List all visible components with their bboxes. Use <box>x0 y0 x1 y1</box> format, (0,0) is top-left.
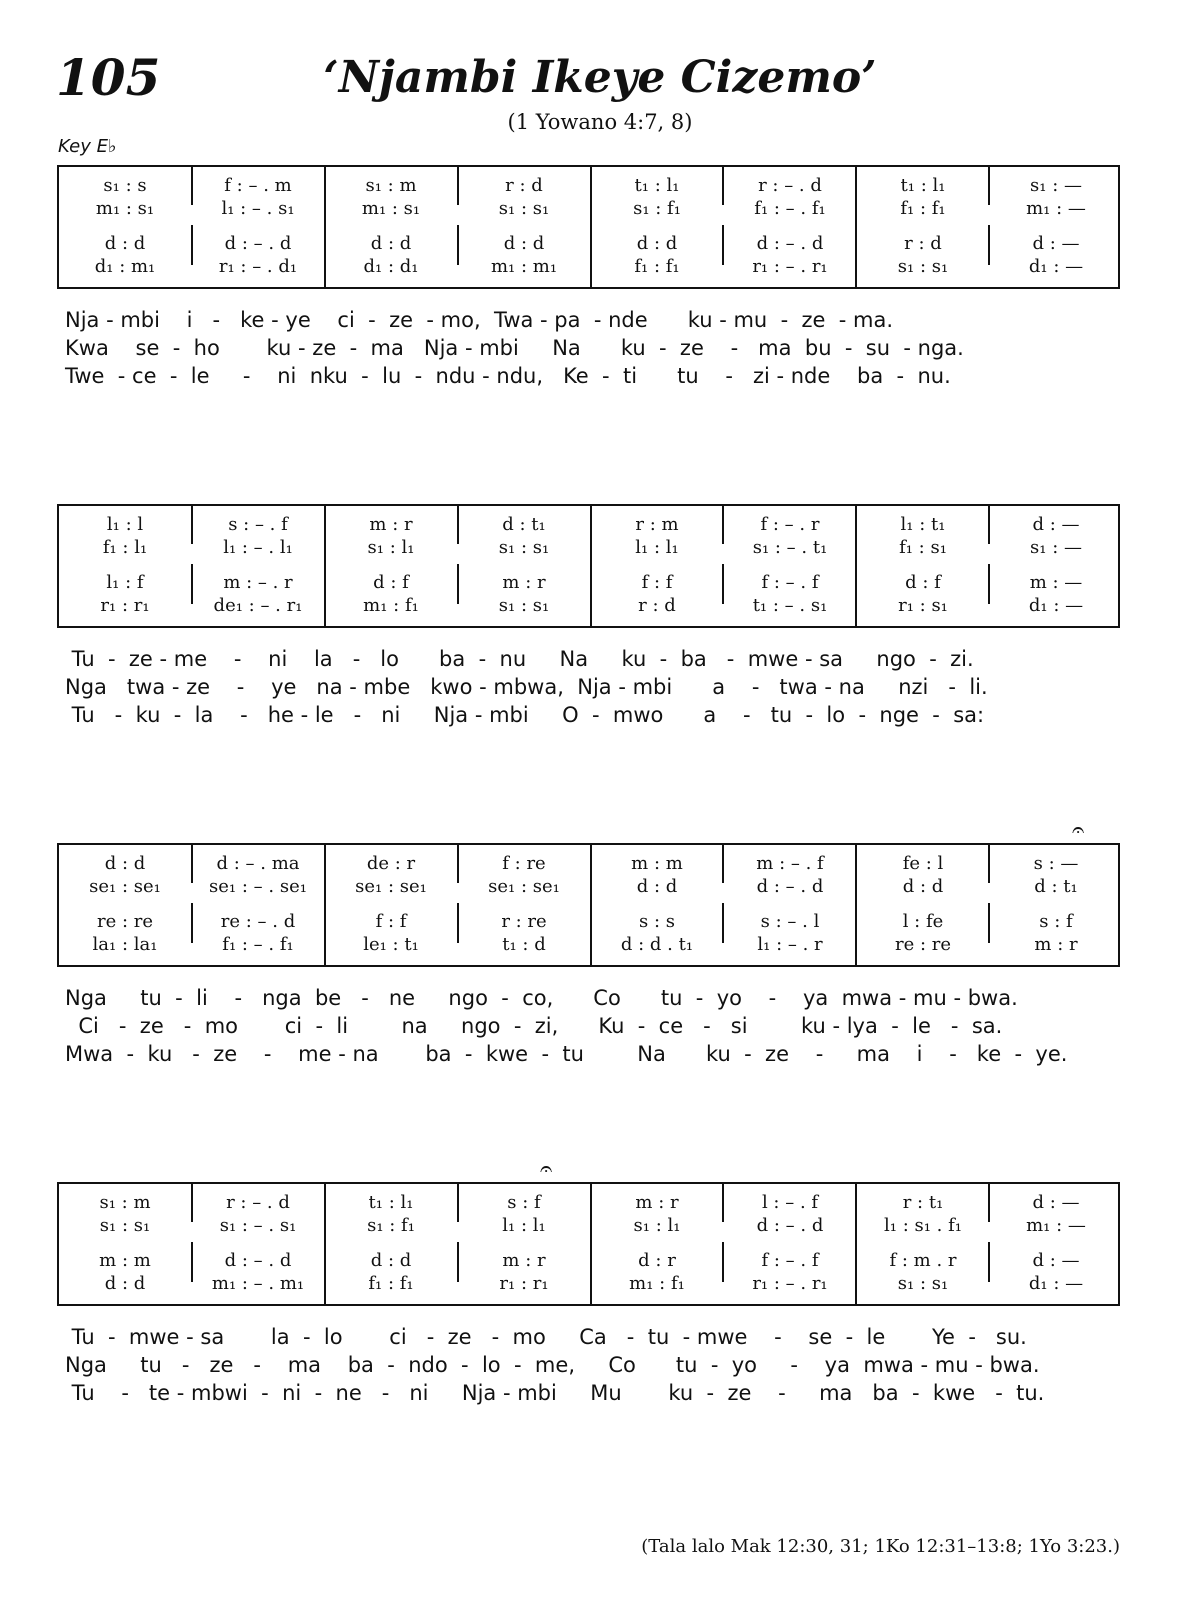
barline <box>722 1184 724 1222</box>
barline <box>722 167 724 205</box>
barline <box>988 225 990 265</box>
lyric-line: Tu - te - mbwi - ni - ne - ni Nja - mbi Mu ku - ze - ma ba - kwe - tu. <box>65 1381 1045 1405</box>
note-group: t₁ : – . s₁ <box>752 595 828 616</box>
note-group: s₁ : s₁ <box>99 1215 151 1236</box>
note-group: s : – . f <box>228 514 288 535</box>
note-group: m : r <box>369 514 413 535</box>
note-group: l₁ : f <box>106 572 144 593</box>
note-group: l₁ : – . l₁ <box>223 537 293 558</box>
lyric-line: Tu - ze - me - ni la - lo ba - nu Na ku - ba - mwe - sa ngo - zi. <box>65 647 974 671</box>
note-group: re : – . d <box>220 911 296 932</box>
note-group: d : – . d <box>756 233 824 254</box>
barline <box>191 845 193 883</box>
note-group: m : r <box>502 572 546 593</box>
note-group: r₁ : – . r₁ <box>752 256 828 277</box>
note-group: d : d <box>902 876 944 897</box>
lyric-line: Nga tu - ze - ma ba - ndo - lo - me, Co tu - yo - ya mwa - mu - bwa. <box>65 1353 1040 1377</box>
note-group: t₁ : l₁ <box>634 175 680 196</box>
note-group: re : re <box>96 911 154 932</box>
fermata-icon: 𝄐 <box>1072 818 1085 843</box>
note-group: f₁ : – . f₁ <box>222 934 294 955</box>
note-group: m₁ : s₁ <box>361 198 421 219</box>
barline <box>457 903 459 943</box>
barline <box>191 903 193 943</box>
barline <box>988 1184 990 1222</box>
note-group: de₁ : – . r₁ <box>213 595 303 616</box>
note-group: d : f <box>905 572 941 593</box>
note-group: l₁ : s₁ . f₁ <box>884 1215 962 1236</box>
note-group: f₁ : l₁ <box>102 537 148 558</box>
note-group: m : r <box>635 1192 679 1213</box>
barline <box>324 167 326 287</box>
note-group: s₁ : — <box>1030 175 1082 196</box>
note-group: f : – . f <box>761 572 819 593</box>
note-group: se₁ : se₁ <box>89 876 161 897</box>
note-group: d : – . d <box>224 1250 292 1271</box>
lyric-line: Ci - ze - mo ci - li na ngo - zi, Ku - ce - si ku - lya - le - sa. <box>65 1014 1003 1038</box>
barline <box>722 225 724 265</box>
note-group: d : — <box>1032 514 1080 535</box>
barline <box>324 506 326 626</box>
note-group: s₁ : m <box>365 175 417 196</box>
note-group: l₁ : – . r <box>757 934 823 955</box>
barline <box>191 564 193 604</box>
barline <box>722 1242 724 1282</box>
note-group: de : r <box>366 853 416 874</box>
barline <box>722 845 724 883</box>
barline <box>988 506 990 544</box>
note-group: f : m . r <box>889 1250 957 1271</box>
barline <box>457 506 459 544</box>
note-group: f : – . r <box>760 514 820 535</box>
note-group: d : d <box>636 876 678 897</box>
note-group: d : d <box>104 1273 146 1294</box>
note-group: re : re <box>894 934 952 955</box>
note-group: d₁ : — <box>1028 1273 1084 1294</box>
note-group: r : d <box>505 175 543 196</box>
note-group: r : – . d <box>758 175 822 196</box>
note-group: l₁ : l₁ <box>635 537 679 558</box>
note-group: m : m <box>99 1250 151 1271</box>
note-group: s₁ : – . t₁ <box>752 537 828 558</box>
note-group: s₁ : s₁ <box>897 1273 949 1294</box>
note-group: r₁ : – . d₁ <box>218 256 298 277</box>
note-group: d : — <box>1032 233 1080 254</box>
note-group: m : m <box>631 853 683 874</box>
barline <box>457 1184 459 1222</box>
barline <box>988 903 990 943</box>
lyric-line: Tu - ku - la - he - le - ni Nja - mbi O - mwo a - tu - lo - nge - sa: <box>65 703 985 727</box>
note-group: d : — <box>1032 1192 1080 1213</box>
note-group: m : r <box>502 1250 546 1271</box>
note-group: r : m <box>635 514 679 535</box>
note-group: s : — <box>1033 853 1079 874</box>
note-group: f : re <box>502 853 546 874</box>
note-group: f₁ : f₁ <box>900 198 946 219</box>
music-system <box>57 843 1120 967</box>
barline <box>191 167 193 205</box>
note-group: fe : l <box>902 853 944 874</box>
note-group: d₁ : — <box>1028 256 1084 277</box>
note-group: d : d <box>370 233 412 254</box>
note-group: f₁ : f₁ <box>634 256 680 277</box>
hymn-number: 105 <box>56 48 161 107</box>
note-group: s₁ : l₁ <box>367 537 415 558</box>
note-group: r₁ : s₁ <box>898 595 948 616</box>
note-group: f₁ : – . f₁ <box>754 198 826 219</box>
note-group: s : f <box>1039 911 1073 932</box>
barline <box>988 564 990 604</box>
key-signature: Key E♭ <box>58 136 117 157</box>
note-group: l₁ : l <box>106 514 144 535</box>
note-group: s₁ : s₁ <box>498 198 550 219</box>
note-group: f : – . m <box>224 175 292 196</box>
barline <box>590 167 592 287</box>
music-system <box>57 1182 1120 1306</box>
barline <box>191 225 193 265</box>
note-group: r : d <box>904 233 942 254</box>
note-group: m₁ : s₁ <box>95 198 155 219</box>
note-group: se₁ : – . se₁ <box>209 876 307 897</box>
note-group: l₁ : l₁ <box>502 1215 546 1236</box>
note-group: m₁ : — <box>1026 198 1086 219</box>
note-group: s : f <box>507 1192 541 1213</box>
lyric-line: Nga twa - ze - ye na - mbe kwo - mbwa, Nja - mbi a - twa - na nzi - li. <box>65 675 988 699</box>
note-group: s₁ : s₁ <box>498 537 550 558</box>
barline <box>191 506 193 544</box>
fermata-icon: 𝄐 <box>540 1157 553 1182</box>
note-group: d : t₁ <box>1034 876 1078 897</box>
barline <box>324 1184 326 1304</box>
note-group: se₁ : se₁ <box>488 876 560 897</box>
barline <box>722 903 724 943</box>
note-group: r : t₁ <box>902 1192 944 1213</box>
music-system <box>57 504 1120 628</box>
note-group: d : – . d <box>224 233 292 254</box>
note-group: d : r <box>638 1250 676 1271</box>
scripture-reference: (1 Yowano 4:7, 8) <box>507 110 693 134</box>
note-group: f₁ : s₁ <box>899 537 947 558</box>
note-group: l : fe <box>902 911 944 932</box>
note-group: d : – . d <box>756 1215 824 1236</box>
note-group: r : re <box>501 911 547 932</box>
note-group: r₁ : r₁ <box>499 1273 549 1294</box>
barline <box>590 845 592 965</box>
barline <box>457 845 459 883</box>
lyric-line: Nga tu - li - nga be - ne ngo - co, Co tu - yo - ya mwa - mu - bwa. <box>65 986 1018 1010</box>
note-group: d : – . d <box>756 876 824 897</box>
note-group: d : — <box>1032 1250 1080 1271</box>
note-group: s₁ : s <box>103 175 147 196</box>
note-group: m : – . r <box>223 572 293 593</box>
note-group: s₁ : m <box>99 1192 151 1213</box>
lyric-line: Mwa - ku - ze - me - na ba - kwe - tu Na ku - ze - ma i - ke - ye. <box>65 1042 1068 1066</box>
barline <box>191 1184 193 1222</box>
note-group: t₁ : l₁ <box>900 175 946 196</box>
hymn-title: ‘Njambi Ikeye Cizemo’ <box>323 52 877 103</box>
note-group: le₁ : t₁ <box>363 934 419 955</box>
barline <box>590 506 592 626</box>
note-group: d₁ : m₁ <box>94 256 156 277</box>
note-group: t₁ : d <box>502 934 546 955</box>
note-group: s : s <box>639 911 675 932</box>
note-group: s₁ : s₁ <box>897 256 949 277</box>
note-group: m₁ : f₁ <box>629 1273 685 1294</box>
note-group: r₁ : r₁ <box>100 595 150 616</box>
note-group: d : d <box>636 233 678 254</box>
note-group: d : d <box>503 233 545 254</box>
barline <box>457 564 459 604</box>
note-group: d₁ : — <box>1028 595 1084 616</box>
barline <box>324 845 326 965</box>
barline <box>988 167 990 205</box>
note-group: s₁ : s₁ <box>498 595 550 616</box>
note-group: f : f <box>375 911 407 932</box>
note-group: l : – . f <box>761 1192 819 1213</box>
note-group: m : r <box>1034 934 1078 955</box>
barline <box>722 564 724 604</box>
note-group: m₁ : m₁ <box>490 256 558 277</box>
barline <box>988 1242 990 1282</box>
note-group: m : — <box>1029 572 1083 593</box>
note-group: r : – . d <box>226 1192 290 1213</box>
note-group: f : – . f <box>761 1250 819 1271</box>
note-group: d : t₁ <box>502 514 546 535</box>
barline <box>457 1242 459 1282</box>
note-group: s : – . l <box>760 911 820 932</box>
barline <box>457 167 459 205</box>
lyric-line: Kwa se - ho ku - ze - ma Nja - mbi Na ku - ze - ma bu - su - nga. <box>65 336 964 360</box>
note-group: l₁ : – . s₁ <box>221 198 295 219</box>
note-group: f₁ : f₁ <box>368 1273 414 1294</box>
barline <box>855 845 857 965</box>
barline <box>988 845 990 883</box>
note-group: d : d <box>370 1250 412 1271</box>
note-group: m : – . f <box>756 853 824 874</box>
note-group: t₁ : l₁ <box>368 1192 414 1213</box>
note-group: s₁ : f₁ <box>367 1215 415 1236</box>
barline <box>855 506 857 626</box>
barline <box>191 1242 193 1282</box>
note-group: se₁ : se₁ <box>355 876 427 897</box>
lyric-line: Nja - mbi i - ke - ye ci - ze - mo, Twa - pa - nde ku - mu - ze - ma. <box>65 308 894 332</box>
note-group: l₁ : t₁ <box>900 514 946 535</box>
note-group: d₁ : d₁ <box>363 256 419 277</box>
note-group: s₁ : – . s₁ <box>219 1215 297 1236</box>
lyric-line: Tu - mwe - sa la - lo ci - ze - mo Ca - tu - mwe - se - le Ye - su. <box>65 1325 1027 1349</box>
note-group: r : d <box>638 595 676 616</box>
note-group: f : f <box>641 572 673 593</box>
note-group: m₁ : f₁ <box>363 595 419 616</box>
note-group: s₁ : — <box>1030 537 1082 558</box>
note-group: r₁ : – . r₁ <box>752 1273 828 1294</box>
note-group: d : f <box>373 572 409 593</box>
barline <box>457 225 459 265</box>
lyric-line: Twe - ce - le - ni nku - lu - ndu - ndu, Ke - ti tu - zi - nde ba - nu. <box>65 364 951 388</box>
music-system <box>57 165 1120 289</box>
footnote: (Tala lalo Mak 12:30, 31; 1Ko 12:31–13:8; 1Yo 3:23.) <box>641 1536 1120 1557</box>
note-group: d : – . ma <box>216 853 300 874</box>
note-group: m₁ : — <box>1026 1215 1086 1236</box>
barline <box>855 1184 857 1304</box>
barline <box>855 167 857 287</box>
note-group: s₁ : l₁ <box>633 1215 681 1236</box>
note-group: d : d . t₁ <box>620 934 694 955</box>
note-group: d : d <box>104 853 146 874</box>
note-group: d : d <box>104 233 146 254</box>
note-group: m₁ : – . m₁ <box>211 1273 305 1294</box>
barline <box>722 506 724 544</box>
barline <box>590 1184 592 1304</box>
note-group: s₁ : f₁ <box>633 198 681 219</box>
note-group: la₁ : la₁ <box>92 934 158 955</box>
